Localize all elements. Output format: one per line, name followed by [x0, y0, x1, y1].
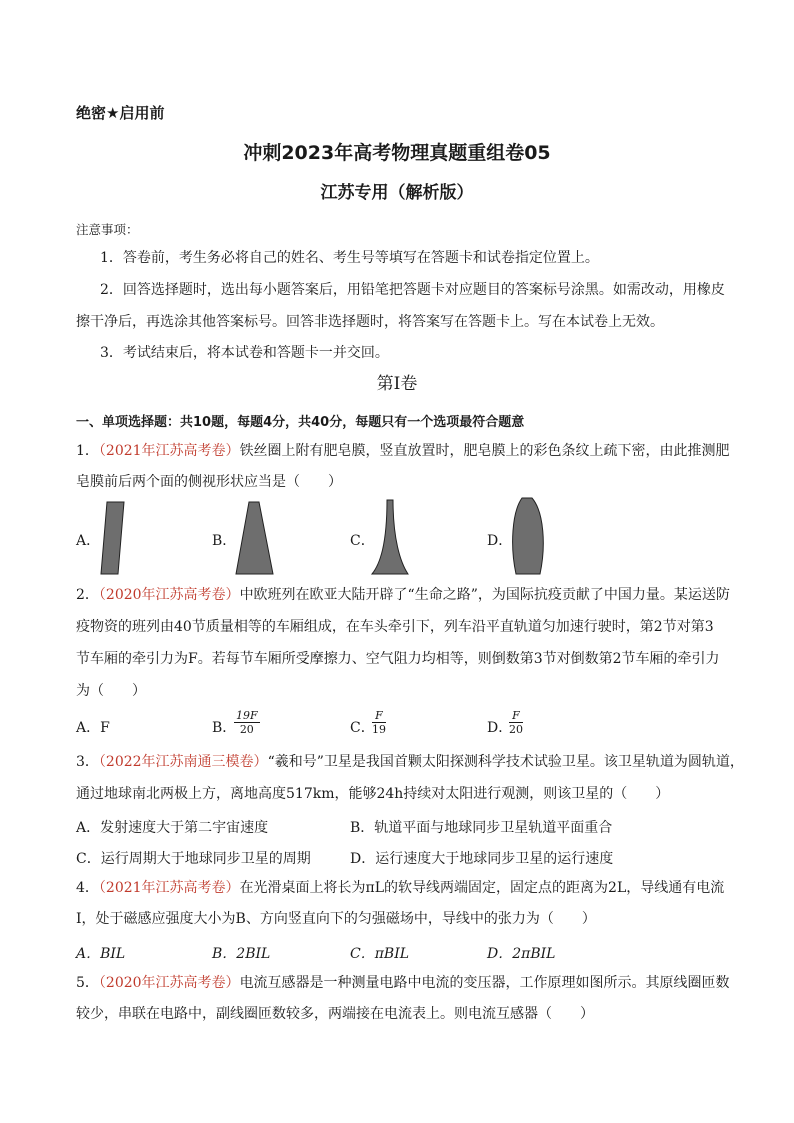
- q3-option-c: C．运行周期大于地球同步卫星的周期: [76, 851, 311, 867]
- q2-option-c-fraction: [372, 709, 386, 736]
- question-source: （2022年江苏南通三模卷）: [98, 754, 268, 770]
- q2-option-c-label: C．: [350, 720, 375, 736]
- question-4-cont: I，处于磁感应强度大小为B、方向竖直向下的匀强磁场中，导线中的张力为（ ）: [76, 911, 596, 927]
- q1-option-b-label: B．: [212, 533, 237, 549]
- fraction-denominator: 19: [372, 723, 386, 736]
- question-2-cont-1: 疫物资的班列由40节质量相等的车厢组成，在车头牵引下，列车沿平直轨道匀加速行驶时，第2节对第3: [76, 619, 714, 635]
- q1-option-c-label: C．: [350, 533, 375, 549]
- question-source: （2021年江苏高考卷）: [98, 880, 240, 896]
- notice-item-3: 3．考试结束后，将本试卷和答题卡一并交回。: [100, 345, 389, 361]
- confidential-label: 绝密★启用前: [76, 104, 165, 122]
- q4-option-d: D．2πBIL: [487, 946, 556, 962]
- question-text: 电流互感器是一种测量电路中电流的变压器，工作原理如图所示。其原线圈匝数: [239, 975, 730, 991]
- q4-option-a: A．BIL: [76, 946, 126, 962]
- q3-option-d: D．运行速度大于地球同步卫星的运行速度: [350, 851, 614, 867]
- question-text: “羲和号”卫星是我国首颗太阳探测科学技术试验卫星。该卫星轨道为圆轨道，: [267, 754, 744, 770]
- q4-option-b: B．2BIL: [212, 946, 271, 962]
- fraction-numerator: 19F: [236, 709, 258, 722]
- fraction-numerator: F: [372, 709, 386, 723]
- question-4: [76, 880, 724, 896]
- notice-item-2a: 2．回答选择题时，选出每小题答案后，用铅笔把答题卡对应题目的答案标号涂黑。如需改动，用橡皮: [100, 282, 725, 298]
- section-heading: 一、单项选择题：共10题，每题4分，共40分，每题只有一个选项最符合题意: [76, 415, 525, 430]
- question-source: （2020年江苏高考卷）: [98, 587, 240, 603]
- q2-option-d-label: D．: [487, 720, 513, 736]
- question-5-cont: 较少，串联在电路中，副线圈匝数较多，两端接在电流表上。则电流互感器（ ）: [76, 1006, 594, 1022]
- q1-option-d-label: D．: [487, 533, 513, 549]
- question-1: [76, 443, 730, 459]
- question-text: 中欧班列在欧亚大陆开辟了“生命之路”，为国际抗疫贡献了中国力量。某运送防: [239, 587, 730, 603]
- question-5: [76, 975, 730, 991]
- question-text: 在光滑桌面上将长为πL的软导线两端固定，固定点的距离为2L，导线通有电流: [239, 880, 725, 896]
- question-2-cont-3: 为（ ）: [76, 683, 146, 699]
- q3-option-b: B．轨道平面与地球同步卫星轨道平面重合: [350, 820, 613, 836]
- question-number: 1．: [76, 443, 99, 459]
- page-title: 冲刺2023年高考物理真题重组卷05: [243, 142, 551, 164]
- fraction-denominator: 20: [239, 723, 254, 736]
- q1-option-c-shape: [370, 498, 410, 576]
- notice-item-2b: 擦干净后，再选涂其他答案标号。回答非选择题时，将答案写在答题卡上。写在本试卷上无效。: [76, 314, 664, 330]
- q4-option-c: C．πBIL: [350, 946, 410, 962]
- question-number: 4．: [76, 880, 99, 896]
- question-number: 5．: [76, 975, 99, 991]
- q2-option-d-fraction: [509, 709, 523, 736]
- page-subtitle: 江苏专用（解析版）: [320, 183, 474, 203]
- question-number: 3．: [76, 754, 99, 770]
- question-2: [76, 587, 730, 603]
- q1-option-a-label: A．: [76, 533, 101, 549]
- question-number: 2．: [76, 587, 99, 603]
- question-source: （2020年江苏高考卷）: [98, 975, 240, 991]
- volume-heading: 第Ⅰ卷: [376, 374, 418, 394]
- fraction-numerator: F: [509, 709, 523, 723]
- question-3-cont: 通过地球南北两极上方，离地高度517km，能够24h持续对太阳进行观测，则该卫星的（ ）: [76, 786, 670, 802]
- question-text: 铁丝圈上附有肥皂膜，竖直放置时，肥皂膜上的彩色条纹上疏下密，由此推测肥: [239, 443, 730, 459]
- q3-option-a: A．发射速度大于第二宇宙速度: [76, 820, 269, 836]
- q2-option-b-fraction: [234, 709, 260, 736]
- question-3: [76, 754, 744, 770]
- q2-option-b-label: B．: [212, 720, 237, 736]
- notice-heading: 注意事项：: [76, 222, 139, 237]
- notice-item-1: 1．答卷前，考生务必将自己的姓名、考生号等填写在答题卡和试卷指定位置上。: [100, 250, 599, 266]
- q1-option-a-shape: [97, 500, 129, 576]
- question-source: （2021年江苏高考卷）: [98, 443, 240, 459]
- q1-option-d-shape: [508, 496, 548, 576]
- question-2-cont-2: 节车厢的牵引力为F。若每节车厢所受摩擦力、空气阻力均相等，则倒数第3节对倒数第2节车厢的牵引力: [76, 651, 720, 667]
- q1-option-b-shape: [232, 500, 276, 576]
- q2-option-a: A．F: [76, 720, 110, 736]
- fraction-denominator: 20: [509, 723, 523, 736]
- question-1-cont: 皂膜前后两个面的侧视形状应当是（ ）: [76, 474, 342, 490]
